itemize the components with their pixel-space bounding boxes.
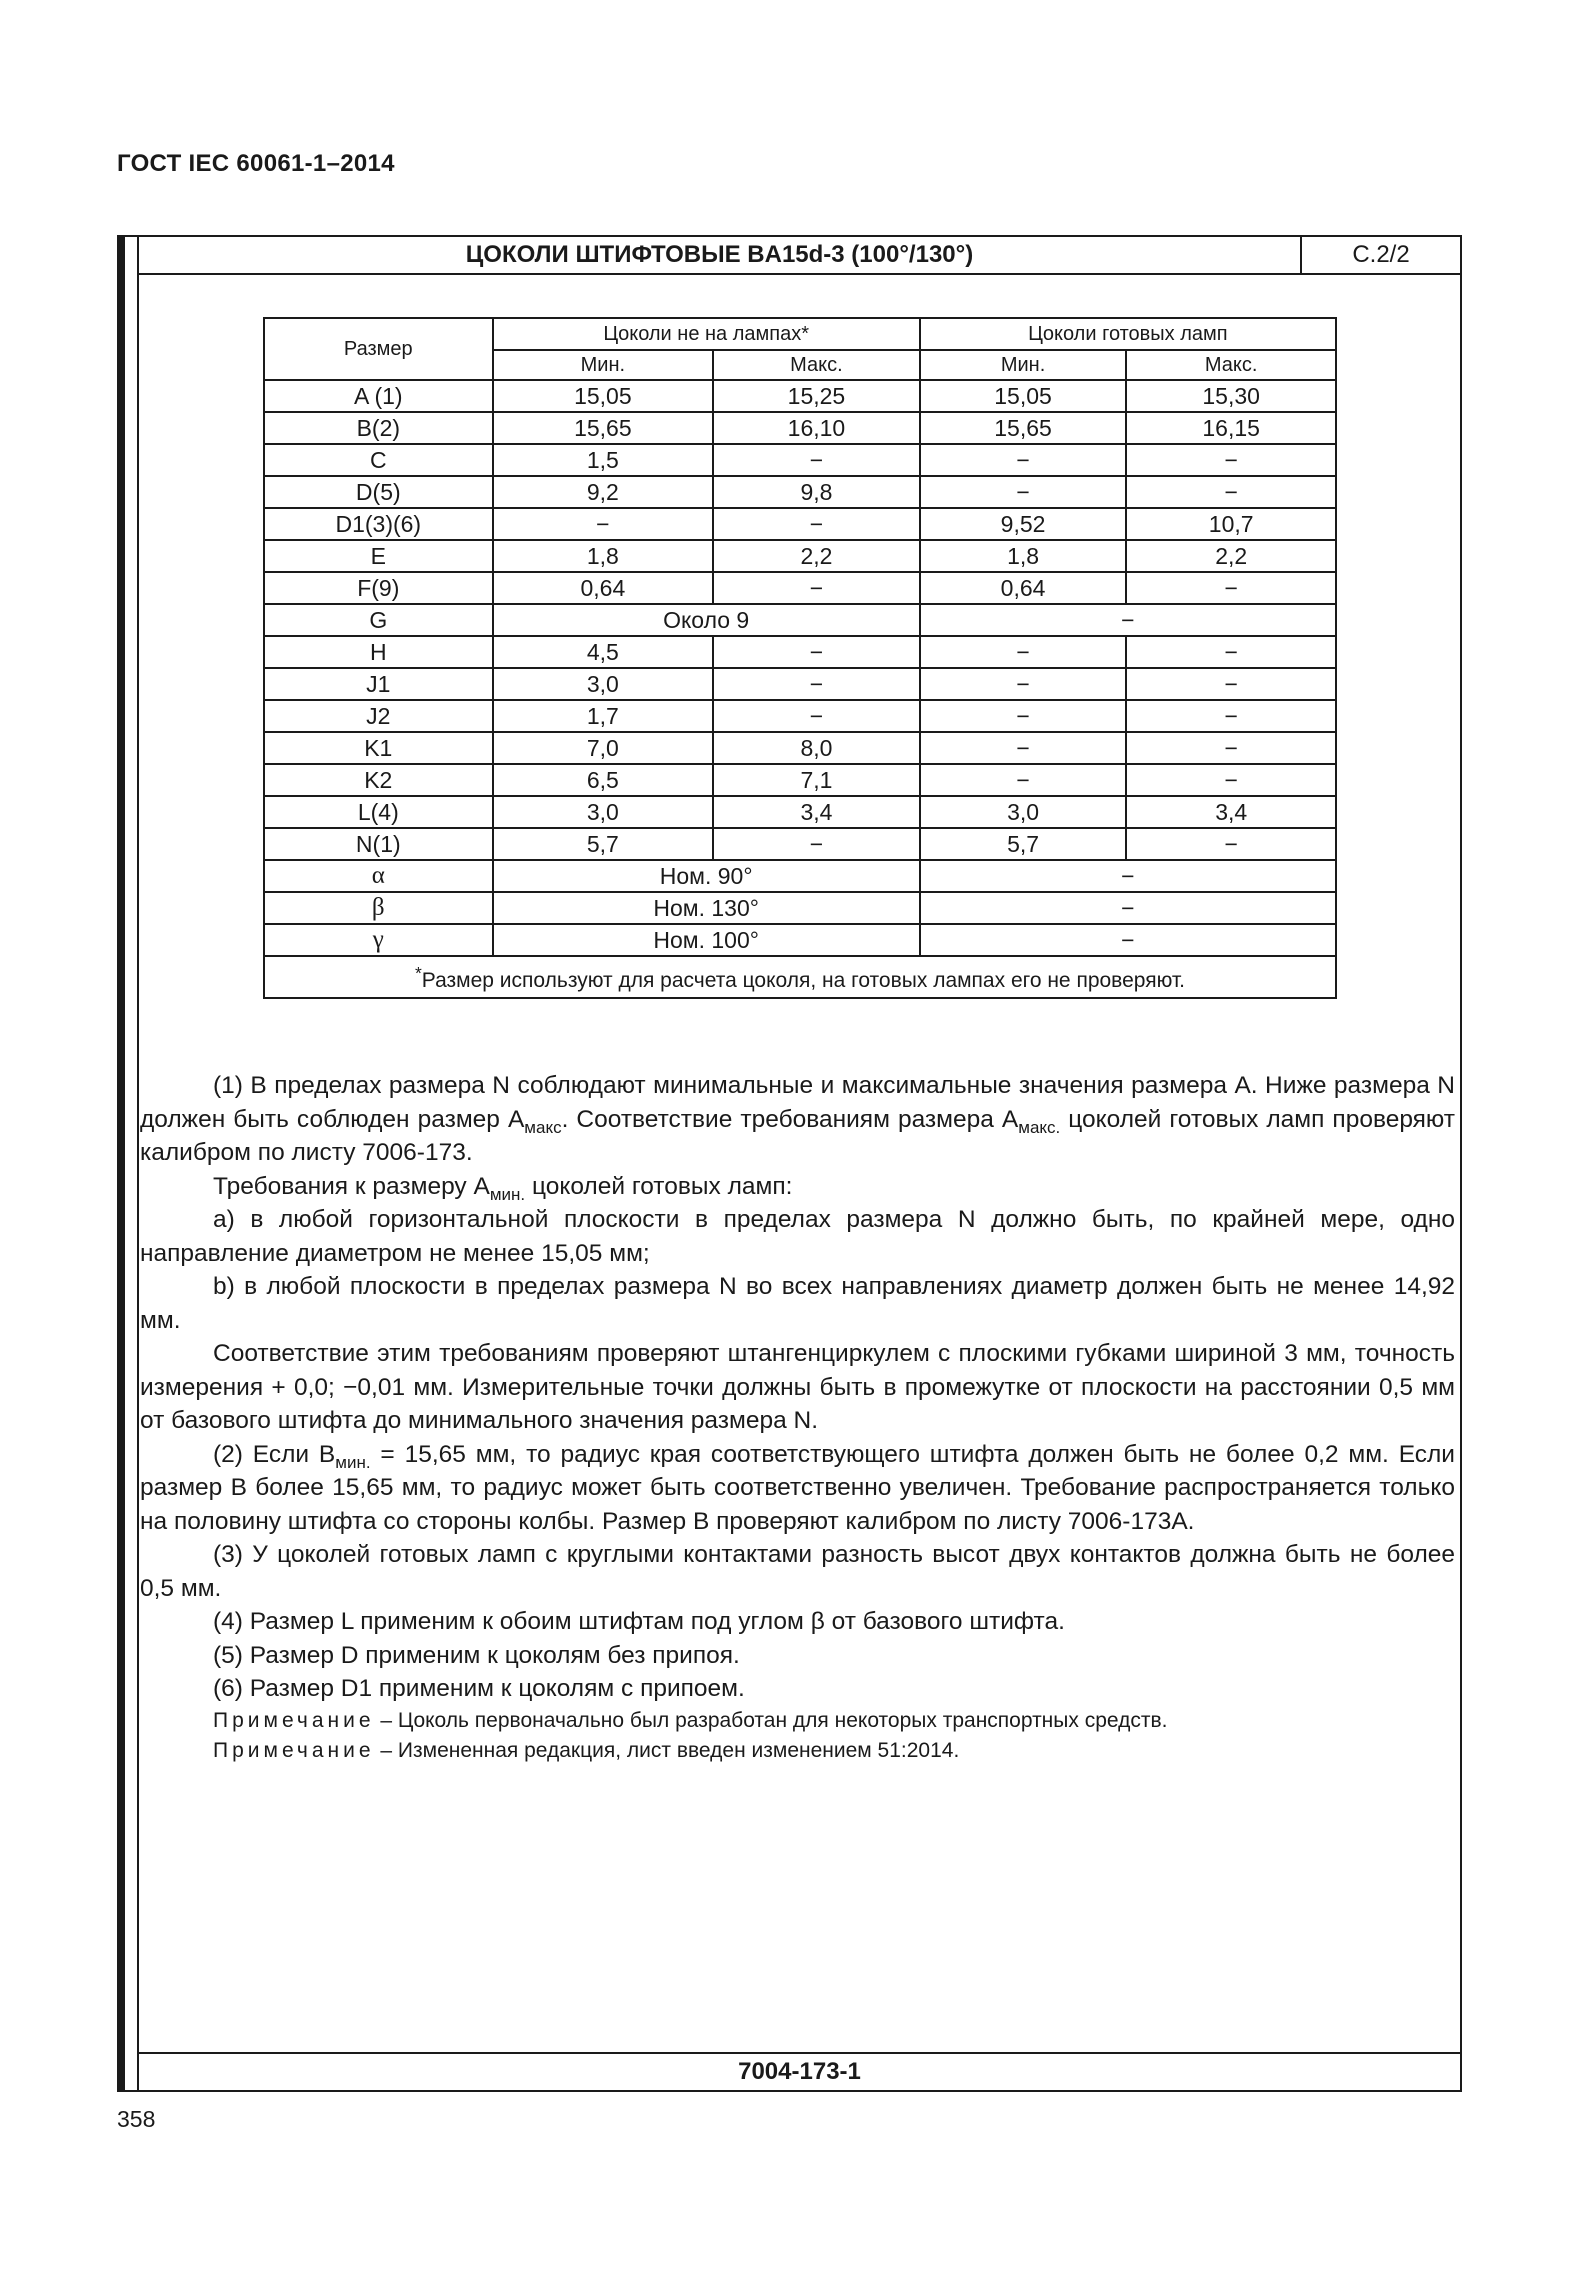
dimension-value-merged: Ном. 130° — [493, 892, 920, 924]
table-row — [264, 508, 1336, 540]
sheet-page-ref: С.2/2 — [1352, 241, 1410, 268]
col-header-min: Мин. — [920, 350, 1127, 380]
dimension-value: 7,0 — [493, 732, 714, 764]
col-header-max: Макс. — [1126, 350, 1336, 380]
dimension-value: − — [1126, 476, 1336, 508]
dimension-value: 15,65 — [493, 412, 714, 444]
table-row — [264, 668, 1336, 700]
dimension-name: G — [264, 604, 493, 636]
dimension-value: 1,5 — [493, 444, 714, 476]
dimension-value: − — [713, 444, 920, 476]
dimension-value: − — [920, 764, 1127, 796]
dimension-value: 15,05 — [493, 380, 714, 412]
table-row — [264, 604, 1336, 636]
dimension-value-merged: − — [920, 924, 1336, 956]
table-row — [264, 796, 1336, 828]
dimension-value: − — [1126, 700, 1336, 732]
dimension-value: 9,2 — [493, 476, 714, 508]
note-3-paragraph: (3) У цоколей готовых ламп с круглыми контактами разность высот двух контактов должна быть не более 0,5 мм. — [140, 1541, 1455, 1602]
dimension-value-merged: Около 9 — [493, 604, 920, 636]
dimension-value: − — [713, 508, 920, 540]
frame-double-line — [137, 237, 139, 2090]
dimension-value: 3,0 — [493, 796, 714, 828]
dimension-value-merged: − — [920, 892, 1336, 924]
requirement-b-paragraph: b) в любой плоскости в пределах размера N во всех направлениях диаметр должен быть не менее 14,92 мм. — [140, 1273, 1455, 1334]
dimension-value: 3,4 — [713, 796, 920, 828]
dimension-value: 3,0 — [493, 668, 714, 700]
dimension-value: 16,10 — [713, 412, 920, 444]
dimension-value-merged: − — [920, 604, 1336, 636]
dimension-value: − — [1126, 444, 1336, 476]
dimension-value: − — [920, 636, 1127, 668]
dimension-value: − — [920, 668, 1127, 700]
dimension-value: − — [713, 572, 920, 604]
dimension-name: J2 — [264, 700, 493, 732]
dimension-value: − — [920, 700, 1127, 732]
dimension-value: 1,8 — [493, 540, 714, 572]
dimension-value: − — [1126, 636, 1336, 668]
dimension-value: − — [713, 828, 920, 860]
remark-2: Примечание – Измененная редакция, лист введен изменением 51:2014. — [213, 1738, 960, 1762]
table-row — [264, 828, 1336, 860]
dimension-value: 2,2 — [713, 540, 920, 572]
dimension-name: K2 — [264, 764, 493, 796]
dimension-value: − — [920, 444, 1127, 476]
dimension-value: − — [1126, 572, 1336, 604]
dimension-value: 5,7 — [493, 828, 714, 860]
dimension-name: H — [264, 636, 493, 668]
note-2-paragraph: (2) Если $B_{мин.} = 15,65$ мм, то радиус края соответствующего штифта должен быть не более 0,2 мм. Если размер B более 15,65 мм, то радиус может быть соответственно увеличен. Требование распространяется только на половину штифта со стороны колбы. Размер B проверяют калибром по листу 7006-173A. — [140, 1440, 1455, 1535]
dimension-name: β — [264, 892, 493, 924]
dimension-value: − — [1126, 668, 1336, 700]
dimension-value: − — [713, 636, 920, 668]
dimension-value: 4,5 — [493, 636, 714, 668]
dimension-value: 10,7 — [1126, 508, 1336, 540]
verification-paragraph: Соответствие этим требованиям проверяют штангенциркулем с плоскими губками шириной 3 мм, точность измерения + 0,0; −0,01 мм. Измерительные точки должны быть в промежутке от плоскости на расстоянии 0,5 мм от базового штифта до минимального значения размера N. — [140, 1340, 1455, 1434]
dimension-name: D1(3)(6) — [264, 508, 493, 540]
col-header-min: Мин. — [493, 350, 714, 380]
notes-body — [140, 1069, 1455, 1766]
table-footnote — [264, 956, 1336, 998]
dimension-value: − — [920, 732, 1127, 764]
dimension-value: 0,64 — [920, 572, 1127, 604]
dimension-value: 9,8 — [713, 476, 920, 508]
table-row — [264, 636, 1336, 668]
dimension-value-merged: − — [920, 860, 1336, 892]
dimensions-table-body — [264, 380, 1336, 956]
table-row — [264, 732, 1336, 764]
sheet-title-row — [139, 237, 1460, 275]
dimension-value: 15,30 — [1126, 380, 1336, 412]
note-6-paragraph: (6) Размер D1 применим к цоколям с припоем. — [213, 1675, 745, 1702]
dimension-value-merged: Ном. 100° — [493, 924, 920, 956]
dimension-value: 3,0 — [920, 796, 1127, 828]
dimension-name: A (1) — [264, 380, 493, 412]
remark-label: Примечание — [213, 1708, 375, 1732]
table-row — [264, 924, 1336, 956]
dimension-value: 9,52 — [920, 508, 1127, 540]
footnote-text: Размер используют для расчета цоколя, на готовых лампах его не проверяют. — [421, 969, 1186, 992]
footnote-mark: * — [414, 963, 422, 983]
dimension-name: D(5) — [264, 476, 493, 508]
dimension-value: 1,7 — [493, 700, 714, 732]
dimension-value: − — [1126, 764, 1336, 796]
dimension-name: N(1) — [264, 828, 493, 860]
sheet-footer-code: 7004-173-1 — [139, 2052, 1460, 2090]
dimensions-table — [263, 317, 1337, 999]
dimension-value: 6,5 — [493, 764, 714, 796]
dimension-value: 16,15 — [1126, 412, 1336, 444]
table-row — [264, 476, 1336, 508]
dimension-value: − — [713, 700, 920, 732]
dimension-name: J1 — [264, 668, 493, 700]
remark-1: Примечание – Цоколь первоначально был разработан для некоторых транспортных средств. — [213, 1708, 1168, 1732]
dimension-name: E — [264, 540, 493, 572]
dimension-name: C — [264, 444, 493, 476]
table-row — [264, 444, 1336, 476]
dimension-value: 3,4 — [1126, 796, 1336, 828]
requirements-paragraph: Требования к размеру $A_{мин.}$ цоколей готовых ламп: — [213, 1172, 793, 1204]
dimension-value: − — [920, 476, 1127, 508]
table-row — [264, 860, 1336, 892]
remark-label: Примечание — [213, 1738, 375, 1762]
dimension-value: 15,05 — [920, 380, 1127, 412]
table-row — [264, 764, 1336, 796]
dimension-value: 2,2 — [1126, 540, 1336, 572]
table-row — [264, 892, 1336, 924]
col-header-size: Размер — [264, 318, 493, 380]
col-group-bases-not-on-lamps: Цоколи не на лампах* — [493, 318, 920, 350]
note-1-paragraph: (1) В пределах размера N соблюдают минимальные и максимальные значения размера A. Ниже размера N должен быть соблюден размер $A_{макс}$. Соответствие требованиям размера $A_{макс.}$ цоколей готовых ламп проверяют калибром по листу 7006-173. — [140, 1072, 1455, 1166]
dimension-value: 15,65 — [920, 412, 1127, 444]
dimension-value: − — [713, 668, 920, 700]
dimension-value: 1,8 — [920, 540, 1127, 572]
dimension-value: − — [1126, 732, 1336, 764]
sheet-title: ЦОКОЛИ ШТИФТОВЫЕ BA15d-3 (100°/130°) — [139, 237, 1302, 273]
dimension-value: − — [493, 508, 714, 540]
note-5-paragraph: (5) Размер D применим к цоколям без припоя. — [213, 1641, 740, 1669]
col-group-finished-lamps: Цоколи готовых ламп — [920, 318, 1336, 350]
note-4-paragraph: (4) Размер L применим к обоим штифтам под углом β от базового штифта. — [213, 1608, 1065, 1635]
dimension-name: K1 — [264, 732, 493, 764]
table-row — [264, 700, 1336, 732]
page-number: 358 — [117, 2106, 156, 2132]
col-header-max: Макс. — [713, 350, 920, 380]
dimension-value-merged: Ном. 90° — [493, 860, 920, 892]
document-code: ГОСТ IEC 60061-1–2014 — [117, 150, 395, 177]
dimension-value: − — [1126, 828, 1336, 860]
dimension-name: B(2) — [264, 412, 493, 444]
table-row — [264, 572, 1336, 604]
dimension-value: 15,25 — [713, 380, 920, 412]
table-row — [264, 412, 1336, 444]
dimension-name: L(4) — [264, 796, 493, 828]
dimension-value: 5,7 — [920, 828, 1127, 860]
dimension-name: α — [264, 860, 493, 892]
dimension-value: 0,64 — [493, 572, 714, 604]
requirement-a-paragraph: a) в любой горизонтальной плоскости в пределах размера N должно быть, по крайней мере, одно направление диаметром не менее 15,05 мм; — [140, 1206, 1455, 1267]
table-row — [264, 380, 1336, 412]
table-row — [264, 540, 1336, 572]
dimension-name: F(9) — [264, 572, 493, 604]
dimension-name: γ — [264, 924, 493, 956]
dimension-value: 7,1 — [713, 764, 920, 796]
dimension-value: 8,0 — [713, 732, 920, 764]
